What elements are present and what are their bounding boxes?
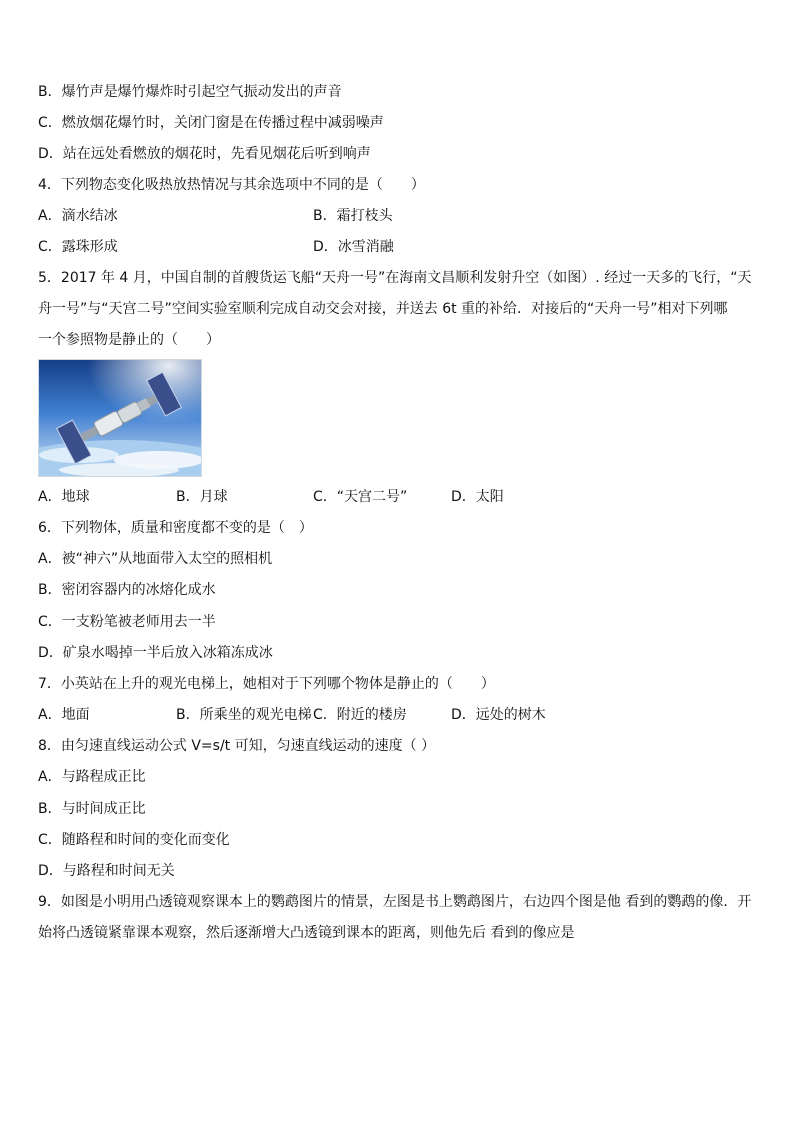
q6-option-c: C．一支粉笔被老师用去一半 <box>38 614 216 630</box>
q6-option-b: B．密闭容器内的冰熔化成水 <box>38 582 216 598</box>
question-9-line-2: 始将凸透镜紧靠课本观察，然后逐渐增大凸透镜到课本的距离，则他先后 看到的像应是 <box>38 925 575 941</box>
question-8: 8．由匀速直线运动公式 V=s/t 可知，匀速直线运动的速度（ ） <box>38 738 436 754</box>
q5-option-b: B．月球 <box>176 489 228 505</box>
question-9-line-1: 9．如图是小明用凸透镜观察课本上的鹦鹉图片的情景，左图是书上鹦鹉图片，右边四个图是他 看到的鹦鹉的像．开 <box>38 894 752 910</box>
q4-option-b: B．霜打枝头 <box>313 208 393 224</box>
q5-option-a: A．地球 <box>38 489 90 505</box>
q4-option-c: C．露珠形成 <box>38 239 118 255</box>
q4-option-d: D．冰雪消融 <box>313 239 394 255</box>
question-7: 7．小英站在上升的观光电梯上，她相对于下列哪个物体是静止的（ ） <box>38 676 495 692</box>
question-4: 4．下列物态变化吸热放热情况与其余选项中不同的是（ ） <box>38 177 425 193</box>
q8-option-d: D．与路程和时间无关 <box>38 863 175 879</box>
q8-option-a: A．与路程成正比 <box>38 769 146 785</box>
q3-option-b: B．爆竹声是爆竹爆炸时引起空气振动发出的声音 <box>38 84 342 100</box>
q7-option-b: B．所乘坐的观光电梯 <box>176 707 312 723</box>
question-5-line-2: 舟一号”与“天宫二号”空间实验室顺利完成自动交会对接，并送去 6t 重的补给．对接后的“天舟一号”相对下列哪 <box>38 301 728 317</box>
question-6: 6．下列物体，质量和密度都不变的是（ ） <box>38 520 313 536</box>
q8-option-c: C．随路程和时间的变化而变化 <box>38 832 230 848</box>
q6-option-d: D．矿泉水喝掉一半后放入冰箱冻成冰 <box>38 645 273 661</box>
q5-option-c: C．“天宫二号” <box>313 489 408 505</box>
question-5-line-3: 一个参照物是静止的（ ） <box>38 332 220 348</box>
space-station-photo-icon <box>38 359 202 477</box>
question-5-line-1: 5．2017 年 4 月，中国自制的首艘货运飞船“天舟一号”在海南文昌顺利发射升空（如图）. 经过一天多的飞行，“天 <box>38 270 752 286</box>
q7-option-d: D．远处的树木 <box>451 707 546 723</box>
q4-option-a: A．滴水结冰 <box>38 208 118 224</box>
q3-option-c: C．燃放烟花爆竹时，关闭门窗是在传播过程中减弱噪声 <box>38 115 384 131</box>
q3-option-d: D．站在远处看燃放的烟花时，先看见烟花后听到响声 <box>38 146 371 162</box>
q7-option-c: C．附近的楼房 <box>313 707 407 723</box>
q5-option-d: D．太阳 <box>451 489 504 505</box>
q8-option-b: B．与时间成正比 <box>38 801 146 817</box>
space-station-illustration <box>39 360 201 476</box>
q7-option-a: A．地面 <box>38 707 90 723</box>
q6-option-a: A．被“神六”从地面带入太空的照相机 <box>38 551 273 567</box>
